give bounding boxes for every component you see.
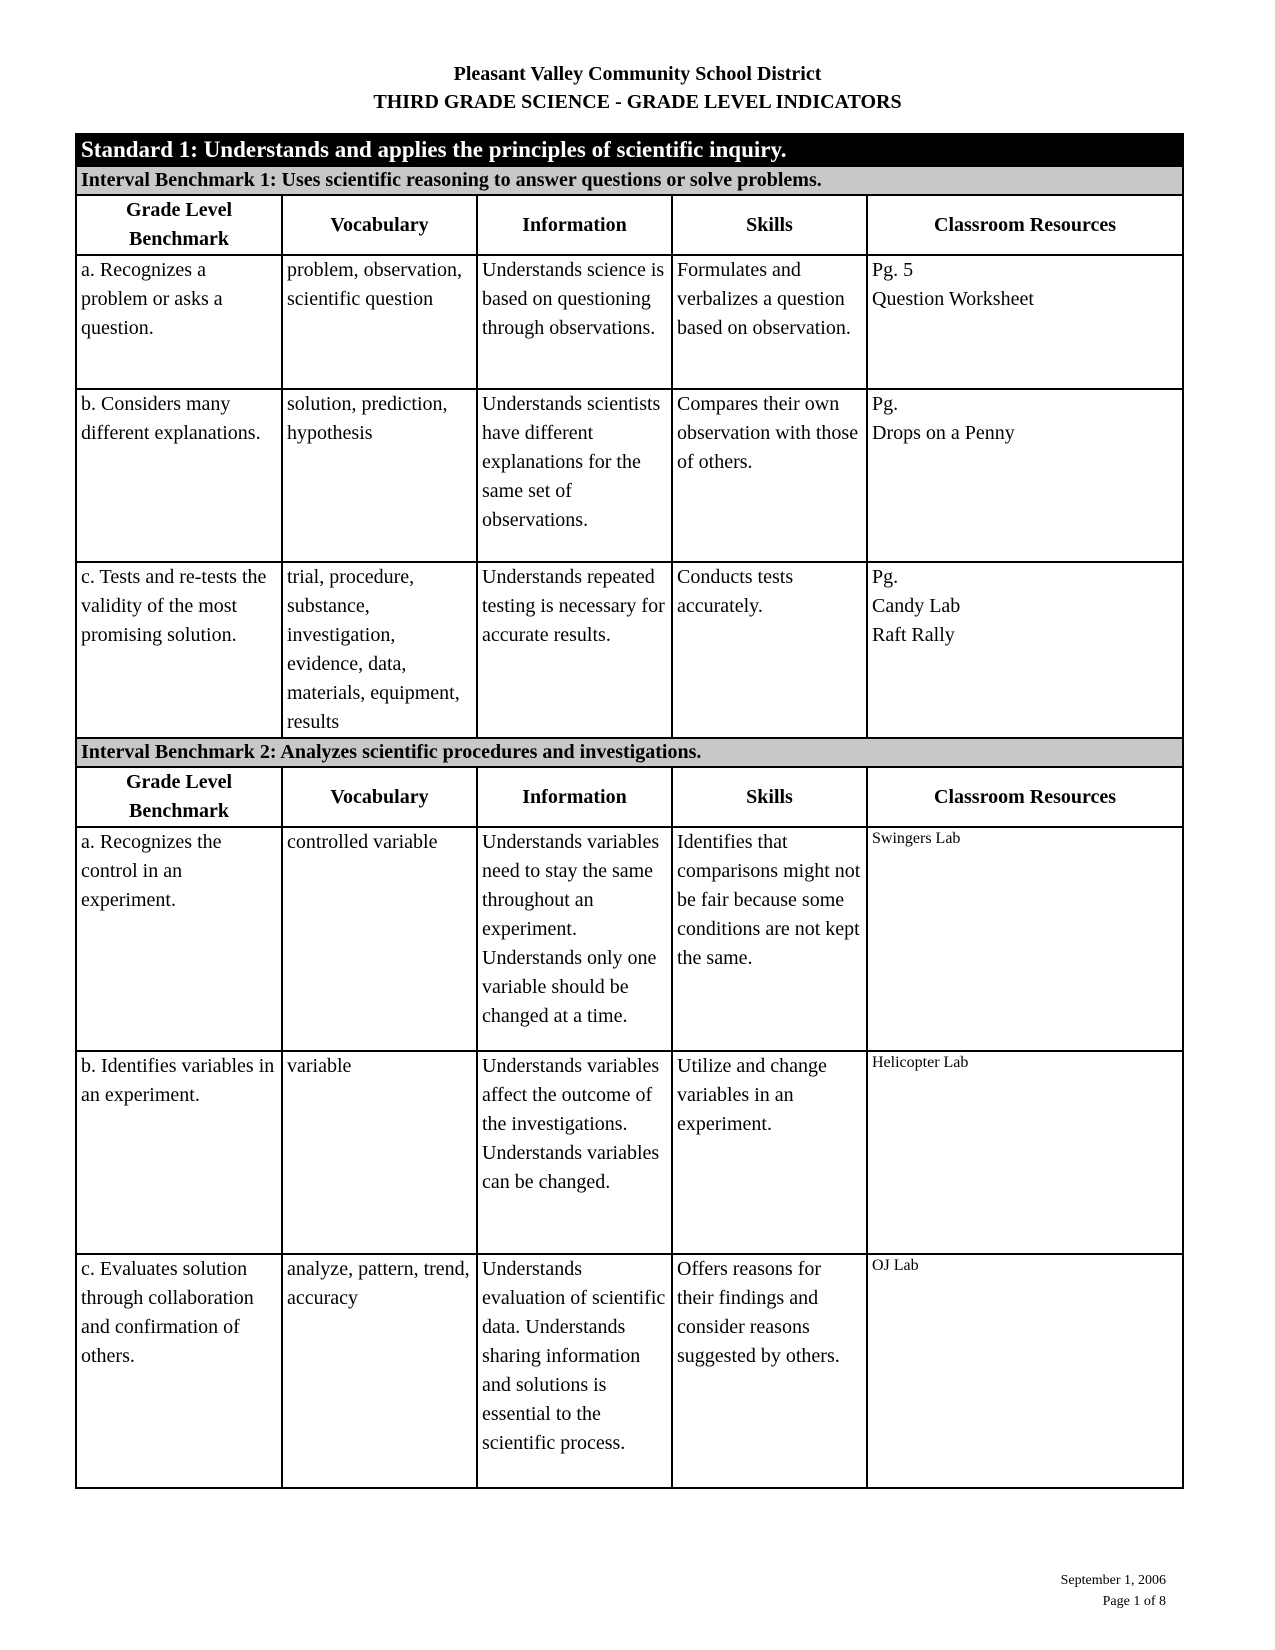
information-cell: Understands variables need to stay the same throughout an experiment. Understands only one variable should be changed at a time. (477, 827, 672, 1051)
information-cell: Understands scientists have different explanations for the same set of observations. (477, 389, 672, 562)
skills-cell: Formulates and verbalizes a question based on observation. (672, 255, 867, 389)
footer-date: September 1, 2006 (1060, 1573, 1166, 1588)
skills-cell: Compares their own observation with those of others. (672, 389, 867, 562)
col-header-information: Information (477, 195, 672, 255)
table-row (76, 255, 1183, 389)
vocabulary-cell: solution, prediction, hypothesis (282, 389, 477, 562)
information-cell: Understands science is based on questioning through observations. (477, 255, 672, 389)
benchmark-1-title: Interval Benchmark 1: Uses scientific reasoning to answer questions or solve problems. (76, 166, 1183, 195)
col-header-benchmark: Grade Level Benchmark (76, 767, 282, 827)
resources-cell: Swingers Lab (867, 827, 1183, 1051)
resources-cell: Pg. Candy Lab Raft Rally (867, 562, 1183, 738)
standard-row (76, 134, 1183, 166)
benchmark-2-row (76, 738, 1183, 767)
information-cell: Understands variables affect the outcome of the investigations. Understands variables can be changed. (477, 1051, 672, 1254)
col-header-benchmark: Grade Level Benchmark (76, 195, 282, 255)
table-row (76, 1051, 1183, 1254)
benchmark-cell: b. Identifies variables in an experiment. (76, 1051, 282, 1254)
resources-cell: OJ Lab (867, 1254, 1183, 1488)
vocabulary-cell: problem, observation, scientific question (282, 255, 477, 389)
col-header-resources: Classroom Resources (867, 195, 1183, 255)
benchmark-cell: a. Recognizes a problem or asks a question. (76, 255, 282, 389)
document-header (0, 60, 1275, 116)
col-header-vocabulary: Vocabulary (282, 195, 477, 255)
resources-cell: Pg. 5 Question Worksheet (867, 255, 1183, 389)
page-number: Page 1 of 8 (1102, 1594, 1166, 1609)
page-footer (900, 1570, 1166, 1612)
benchmark-cell: b. Considers many different explanations. (76, 389, 282, 562)
benchmark-cell: c. Tests and re-tests the validity of the most promising solution. (76, 562, 282, 738)
column-header-row (76, 767, 1183, 827)
benchmark-cell: c. Evaluates solution through collaboration and confirmation of others. (76, 1254, 282, 1488)
document-title: THIRD GRADE SCIENCE - GRADE LEVEL INDICATORS (373, 91, 902, 113)
col-header-skills: Skills (672, 195, 867, 255)
standard-title: Standard 1: Understands and applies the principles of scientific inquiry. (76, 134, 1183, 166)
vocabulary-cell: variable (282, 1051, 477, 1254)
vocabulary-cell: analyze, pattern, trend, accuracy (282, 1254, 477, 1488)
benchmark-2-title: Interval Benchmark 2: Analyzes scientific procedures and investigations. (76, 738, 1183, 767)
skills-cell: Offers reasons for their findings and consider reasons suggested by others. (672, 1254, 867, 1488)
resources-cell: Pg. Drops on a Penny (867, 389, 1183, 562)
col-header-vocabulary: Vocabulary (282, 767, 477, 827)
information-cell: Understands evaluation of scientific data. Understands sharing information and solutions is essential to the scientific process. (477, 1254, 672, 1488)
benchmark-cell: a. Recognizes the control in an experiment. (76, 827, 282, 1051)
column-header-row (76, 195, 1183, 255)
vocabulary-cell: controlled variable (282, 827, 477, 1051)
col-header-information: Information (477, 767, 672, 827)
vocabulary-cell: trial, procedure, substance, investigation, evidence, data, materials, equipment, results (282, 562, 477, 738)
information-cell: Understands repeated testing is necessary for accurate results. (477, 562, 672, 738)
resources-cell: Helicopter Lab (867, 1051, 1183, 1254)
skills-cell: Identifies that comparisons might not be fair because some conditions are not kept the same. (672, 827, 867, 1051)
district-name: Pleasant Valley Community School District (453, 63, 822, 85)
table-row (76, 827, 1183, 1051)
skills-cell: Conducts tests accurately. (672, 562, 867, 738)
benchmark-1-row (76, 166, 1183, 195)
skills-cell: Utilize and change variables in an experiment. (672, 1051, 867, 1254)
col-header-resources: Classroom Resources (867, 767, 1183, 827)
col-header-skills: Skills (672, 767, 867, 827)
table-row (76, 1254, 1183, 1488)
table-row (76, 389, 1183, 562)
table-row (76, 562, 1183, 738)
indicators-table (75, 133, 1184, 1489)
